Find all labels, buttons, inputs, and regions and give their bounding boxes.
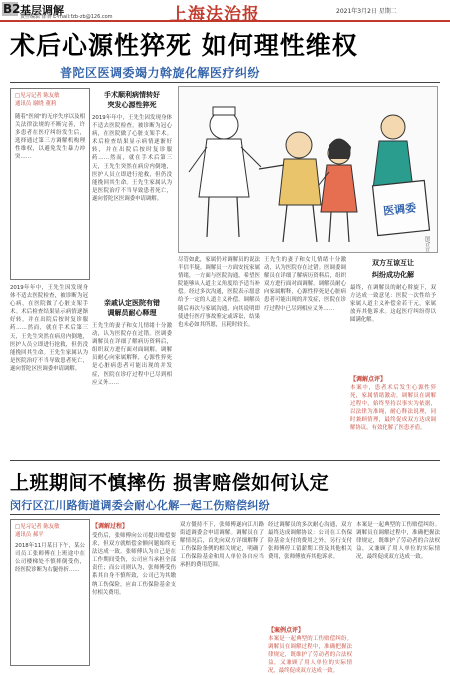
article1-col-b-heading: 亲戚认定医院有错 调解员耐心释理 xyxy=(104,299,160,317)
article1-subheadline: 普陀区医调委竭力斡旋化解医疗纠纷 xyxy=(60,66,261,80)
article1-headline: 术后心源性猝死 如何理性维权 xyxy=(10,31,358,60)
article1-comment-text: 本案中，患者术后发生心源性猝死，家属情绪激动。调解员在调解过程中，始终坚持以事实为依据，以法律为准绳，耐心释法说理，同时兼顾情理，最终促成双方达成调解协议，有效化解了医患矛盾。 xyxy=(350,385,436,432)
article2-text-col-a: 受伤后，张师傅向公司提出赔偿要求，但双方就赔偿金额问题始终无法达成一致。张师傅认为自己是在工作期间受伤，公司应当承担全部责任；而公司则认为，张师傅受伤系其自身不慎所致，公司已为其缴纳工伤保险，应由工伤保险基金支付相关费用。 xyxy=(92,533,176,596)
article2-intro-box xyxy=(10,519,90,666)
article1-lead: 随着"医闹"的无序失序以及相关法律法规的不断完善，许多患者在医疗纠纷发生后，选择通过第三方调解机构理性维权，以避免发生暴力冲突…… xyxy=(15,114,85,161)
article1-text-col-c: 尽管如此，家属仍对调解员的说法半信半疑。调解员一方面安抚家属情绪，一方面与医院沟通，希望医院能够从人道主义角度给予适当补偿。经过多次沟通，医院表示愿意给予一定的人道主义补偿。调解员随后再次与家属沟通，向其说明即使进行医疗事故鉴定或诉讼，结果也未必如其所愿，且耗时较长。 xyxy=(178,257,260,328)
article1-text-col-0: 2019年年中，王先生因发现身体不适去医院检查，被诊断为冠心病，在医院做了心脏支架手术。术后检查结果显示病情逐渐好转，并在出院后按时复诊服药……然而，就在手术后第三天，王先生突然在病房内倒地，医护人员立即进行抢救，但仍没能挽回其生命。王先生家属认为是医院治疗不当导致患者死亡，遂向普陀区医调委申请调解。 xyxy=(10,285,88,372)
article1-col-a-heading: 手术顺利病情转好 突发心源性猝死 xyxy=(104,91,160,109)
cartoon-sign-text: 医调委 xyxy=(382,201,417,218)
page-number: B2 xyxy=(3,2,21,16)
article1-col-d-heading2: 纠纷成功化解 xyxy=(372,271,414,279)
divider xyxy=(10,514,440,515)
cartoon-illustration xyxy=(178,86,438,253)
article2-lead: 2018年11月某日下午，某公司员工张师傅在上班途中在公司楼梯处不慎摔倒受伤，经医院诊断为右腿骨折…… xyxy=(15,543,85,574)
article2-comment-text: 本案是一起典型的工伤赔偿纠纷。调解员在调解过程中，准确把握法律规定，既维护了劳动者的合法权益，又兼顾了用人单位的实际情况，最终促成双方达成一致。 xyxy=(268,636,352,675)
issue-date: 2021年3月2日 星期二 xyxy=(336,8,397,15)
article1-bylines: □见习记者 陈友敏 通讯员 谢晓 董莉 xyxy=(15,93,60,108)
cartoon-credit: 图/豆豆 xyxy=(424,236,430,253)
article1-intro-box xyxy=(10,88,90,280)
article2-text-col-b: 双方僵持不下，张师傅遂向江川路街道调委会申请调解。调解员在了解情况后，首先向双方详细解释了工伤保险条例的相关规定，明确了工伤保险基金和用人单位各自应当承担的费用范围。 xyxy=(180,522,264,569)
article1-text-col-a: 2019年年中，王先生因发现身体不适去医院检查，被诊断为冠心病，在医院做了心脏支架手术。术后检查结果显示病情逐渐好转，并在出院后按时复诊服药……然而，就在手术后第三天，王先生突然在病房内倒地，医护人员立即进行抢救，但仍没能挽回其生命。王先生家属认为是医院治疗不当导致患者死亡，遂向普陀区医调委申请调解。 xyxy=(92,115,172,202)
article2-case-tag: 【调解过程】 xyxy=(92,523,129,530)
article2-headline: 上班期间不慎摔伤 损害赔偿如何认定 xyxy=(10,472,330,494)
masthead-logo: 上海法治报 xyxy=(170,5,260,25)
article1-text-col-b: 王先生的妻子和女儿情绪十分激动，认为医院存在过错。医调委调解员在详细了解病历资料后，组织双方进行面对面调解。调解员耐心向家属解释，心源性猝死是心脏病患者可能出现的并发症，医院在诊疗过程中已尽到相应义务…… xyxy=(92,323,172,386)
cartoon-drawing xyxy=(179,87,437,252)
article1-text-col-d: 最终，在调解员的耐心斡旋下，双方达成一致意见：医院一次性给予家属人道主义补偿金若干元，家属放弃其他诉求。这起医疗纠纷得以圆满化解。 xyxy=(350,285,436,324)
article2-subheadline: 闵行区江川路街道调委会耐心化解一起工伤赔偿纠纷 xyxy=(10,499,270,512)
article1-comment-tag: 【调解点评】 xyxy=(350,376,387,383)
section-title: 基层调解 xyxy=(20,4,64,17)
section-divider xyxy=(10,460,440,461)
article1-text-col-c2: 王先生的妻子和女儿情绪十分激动，认为医院存在过错。医调委调解员在详细了解病历资料后，组织双方进行面对面调解。调解员耐心向家属解释，心源性猝死是心脏病患者可能出现的并发症，医院在诊疗过程中已尽到相应义务…… xyxy=(264,257,346,312)
article1-col-d-heading1: 双方互谅互让 xyxy=(372,259,414,267)
divider xyxy=(10,82,440,83)
editor-info: 责任编辑 徐赛 E-mail:fzb-zb@126.com xyxy=(20,14,113,20)
article2-bylines: □见习记者 陈友敏 通讯员 郝平 xyxy=(15,524,60,539)
article2-text-col-c: 经过调解员的多次耐心沟通，双方最终达成调解协议：公司在工伤保险基金支付的费用之外，另行支付张师傅停工留薪期工资及其他相关费用，张师傅放弃其他诉求。 xyxy=(268,522,352,561)
article2-text-col-d: 本案是一起典型的工伤赔偿纠纷。调解员在调解过程中，准确把握法律规定，既维护了劳动者的合法权益，又兼顾了用人单位的实际情况，最终促成双方达成一致。 xyxy=(356,522,440,561)
article2-comment-tag: 【案例点评】 xyxy=(268,627,305,634)
